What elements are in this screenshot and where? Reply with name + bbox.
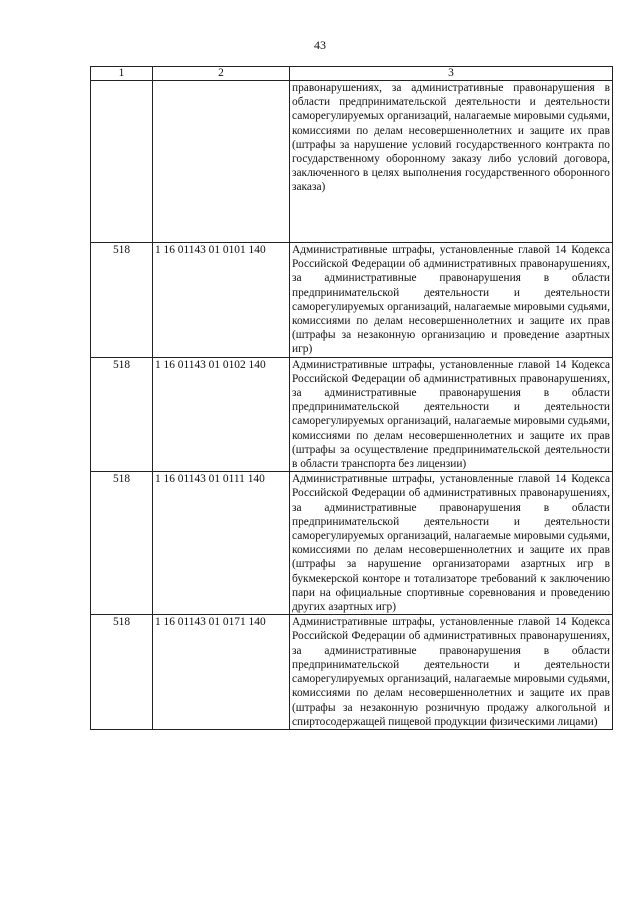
table-row <box>91 357 613 472</box>
admin-code-cell <box>91 81 153 243</box>
table-row <box>91 81 613 243</box>
admin-code-cell: 518 <box>91 357 153 472</box>
income-code-cell: 1 16 01143 01 0171 140 <box>153 615 290 730</box>
income-code-cell: 1 16 01143 01 0101 140 <box>153 243 290 358</box>
admin-code-cell: 518 <box>91 615 153 730</box>
admin-code-cell: 518 <box>91 472 153 615</box>
column-header-3: 3 <box>290 67 613 81</box>
income-code-cell: 1 16 01143 01 0102 140 <box>153 357 290 472</box>
admin-code-cell: 518 <box>91 243 153 358</box>
column-header-2: 2 <box>153 67 290 81</box>
classification-table <box>90 66 613 730</box>
description-cell: Административные штрафы, установленные главой 14 Кодекса Российской Федерации об административных правонарушениях, за административные правонарушения в области предпринимательской деятельности и деятельности саморегулируемых организаций, налагаемые мировыми судьями, комиссиями по делам несовершеннолетних и защите их прав (штрафы за незаконную организацию и проведение азартных игр) <box>290 243 613 358</box>
table-row <box>91 615 613 730</box>
description-cell: правонарушениях, за административные правонарушения в области предпринимательской деятельности и деятельности саморегулируемых организаций, налагаемые мировыми судьями, комиссиями по делам несовершеннолетних и защите их прав (штрафы за нарушение условий государственного контракта по государственному оборонному заказу либо условий договора, заключенного в целях выполнения государственного оборонного заказа) <box>290 81 613 243</box>
table-row <box>91 472 613 615</box>
page-number: 43 <box>314 38 326 52</box>
description-cell: Административные штрафы, установленные главой 14 Кодекса Российской Федерации об административных правонарушениях, за административные правонарушения в области предпринимательской деятельности и деятельности саморегулируемых организаций, налагаемые мировыми судьями, комиссиями по делам несовершеннолетних и защите их прав (штрафы за осуществление предпринимательской деятельности в области транспорта без лицензии) <box>290 357 613 472</box>
table-row <box>91 243 613 358</box>
income-code-cell <box>153 81 290 243</box>
description-cell: Административные штрафы, установленные главой 14 Кодекса Российской Федерации об административных правонарушениях, за административные правонарушения в области предпринимательской деятельности и деятельности саморегулируемых организаций, налагаемые мировыми судьями, комиссиями по делам несовершеннолетних и защите их прав (штрафы за нарушение организаторами азартных игр в букмекерской конторе и тотализаторе требований к заключению пари на официальные спортивные соревнования и проведению других азартных игр) <box>290 472 613 615</box>
table-header-row <box>91 67 613 81</box>
column-header-1: 1 <box>91 67 153 81</box>
description-cell: Административные штрафы, установленные главой 14 Кодекса Российской Федерации об административных правонарушениях, за административные правонарушения в области предпринимательской деятельности и деятельности саморегулируемых организаций, налагаемые мировыми судьями, комиссиями по делам несовершеннолетних и защите их прав (штрафы за незаконную розничную продажу алкогольной и спиртосодержащей пищевой продукции физическими лицами) <box>290 615 613 730</box>
income-code-cell: 1 16 01143 01 0111 140 <box>153 472 290 615</box>
